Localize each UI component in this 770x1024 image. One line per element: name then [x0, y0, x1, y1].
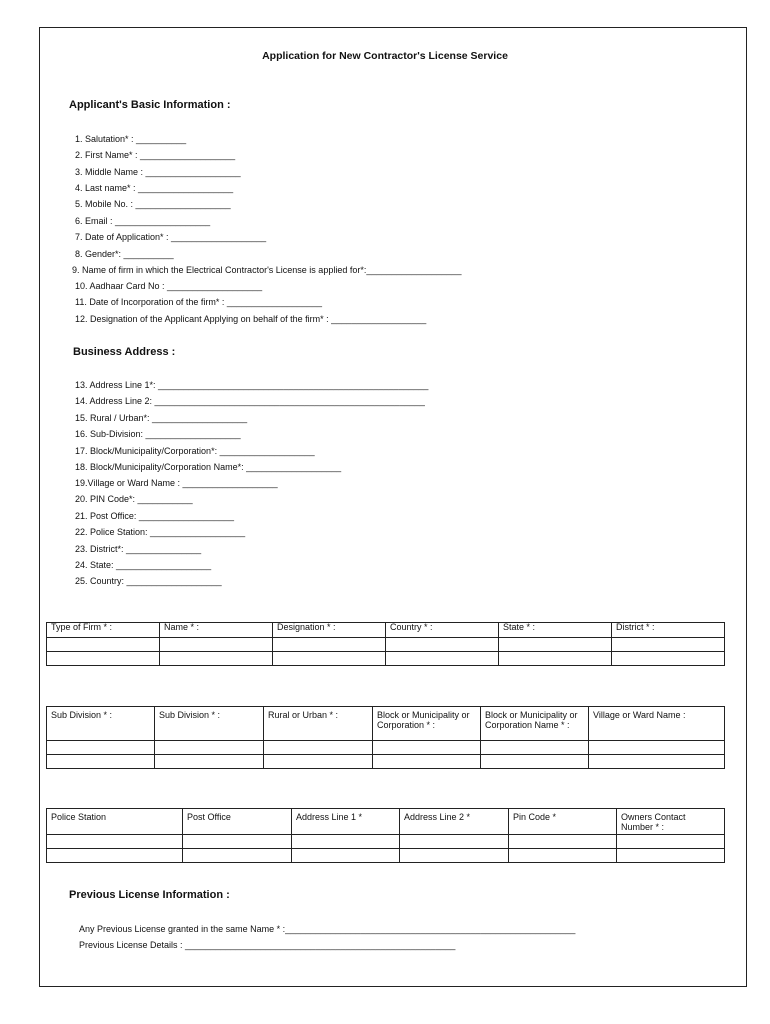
field-rural-urban[interactable]: 15. Rural / Urban*: ___________________	[75, 413, 248, 423]
business-address-heading: Business Address :	[73, 346, 176, 358]
table-row	[47, 652, 725, 666]
table-header-cell: Name * :	[160, 623, 273, 638]
table-cell[interactable]	[155, 755, 264, 769]
table-cell[interactable]	[481, 741, 589, 755]
table-cell[interactable]	[386, 652, 499, 666]
firm-details-table	[46, 622, 725, 666]
field-date-of-incorporation[interactable]: 11. Date of Incorporation of the firm* : ___________________	[75, 297, 323, 307]
field-last-name[interactable]: 4. Last name* : ___________________	[75, 183, 234, 193]
table-cell[interactable]	[292, 849, 400, 863]
table-cell[interactable]	[160, 638, 273, 652]
field-first-name[interactable]: 2. First Name* : ___________________	[75, 150, 236, 160]
table-cell[interactable]	[481, 755, 589, 769]
table-cell[interactable]	[47, 652, 160, 666]
field-village-ward[interactable]: 19.Village or Ward Name : ___________________	[75, 478, 278, 488]
table-cell[interactable]	[617, 835, 725, 849]
table-cell[interactable]	[400, 849, 509, 863]
table-header-cell: Address Line 1 *	[292, 809, 400, 835]
table-cell[interactable]	[373, 755, 481, 769]
table-cell[interactable]	[589, 755, 725, 769]
table-cell[interactable]	[589, 741, 725, 755]
field-sub-division[interactable]: 16. Sub-Division: ___________________	[75, 429, 241, 439]
field-firm-name[interactable]: 9. Name of firm in which the Electrical Contractor's License is applied for*:___________________	[72, 265, 462, 275]
table-cell[interactable]	[273, 652, 386, 666]
table-header-cell: Village or Ward Name :	[589, 707, 725, 741]
table-cell[interactable]	[47, 755, 155, 769]
field-country[interactable]: 25. Country: ___________________	[75, 576, 222, 586]
table-row	[47, 741, 725, 755]
table-cell[interactable]	[183, 849, 292, 863]
form-title: Application for New Contractor's License Service	[262, 50, 508, 62]
previous-license-heading: Previous License Information :	[69, 889, 230, 901]
field-previous-license-details[interactable]: Previous License Details : ______________________________________________________	[79, 940, 456, 950]
field-gender[interactable]: 8. Gender*: __________	[75, 249, 174, 259]
table-header-cell: Type of Firm * :	[47, 623, 160, 638]
table-header-cell: Owners Contact Number * :	[617, 809, 725, 835]
field-address-line-2[interactable]: 14. Address Line 2: ______________________________________________________	[75, 396, 425, 406]
table-header-cell: Post Office	[183, 809, 292, 835]
table-header-cell: Address Line 2 *	[400, 809, 509, 835]
table-header-cell: Pin Code *	[509, 809, 617, 835]
table-header-cell: Police Station	[47, 809, 183, 835]
table-cell[interactable]	[160, 652, 273, 666]
basic-info-heading: Applicant's Basic Information :	[69, 99, 231, 111]
field-district[interactable]: 23. District*: _______________	[75, 544, 202, 554]
table-cell[interactable]	[509, 849, 617, 863]
table-cell[interactable]	[183, 835, 292, 849]
table-cell[interactable]	[264, 741, 373, 755]
field-block-municipality[interactable]: 17. Block/Municipality/Corporation*: ___________________	[75, 446, 315, 456]
field-email[interactable]: 6. Email : ___________________	[75, 216, 211, 226]
table-cell[interactable]	[612, 638, 725, 652]
table-cell[interactable]	[292, 835, 400, 849]
table-cell[interactable]	[499, 638, 612, 652]
table-header-cell: Rural or Urban * :	[264, 707, 373, 741]
table-cell[interactable]	[373, 741, 481, 755]
table-header-cell: Sub Division * :	[155, 707, 264, 741]
table-header-cell: Block or Municipality or Corporation * :	[373, 707, 481, 741]
table-cell[interactable]	[612, 652, 725, 666]
table-cell[interactable]	[47, 638, 160, 652]
field-mobile[interactable]: 5. Mobile No. : ___________________	[75, 199, 231, 209]
field-pin-code[interactable]: 20. PIN Code*: ___________	[75, 494, 193, 504]
contact-details-table	[46, 808, 725, 863]
table-header-cell: Sub Division * :	[47, 707, 155, 741]
table-cell[interactable]	[264, 755, 373, 769]
field-salutation[interactable]: 1. Salutation* : __________	[75, 134, 187, 144]
table-header-cell: Designation * :	[273, 623, 386, 638]
table-header-cell: District * :	[612, 623, 725, 638]
table-cell[interactable]	[499, 652, 612, 666]
field-middle-name[interactable]: 3. Middle Name : ___________________	[75, 167, 241, 177]
table-row	[47, 835, 725, 849]
field-police-station[interactable]: 22. Police Station: ___________________	[75, 527, 246, 537]
table-cell[interactable]	[617, 849, 725, 863]
field-aadhaar[interactable]: 10. Aadhaar Card No : ___________________	[75, 281, 263, 291]
table-row	[47, 849, 725, 863]
table-header-row	[47, 707, 725, 741]
table-header-cell: Block or Municipality or Corporation Name * :	[481, 707, 589, 741]
table-header-cell: State * :	[499, 623, 612, 638]
field-block-municipality-name[interactable]: 18. Block/Municipality/Corporation Name*: ___________________	[75, 462, 342, 472]
table-header-cell: Country * :	[386, 623, 499, 638]
table-cell[interactable]	[47, 835, 183, 849]
table-cell[interactable]	[509, 835, 617, 849]
table-cell[interactable]	[273, 638, 386, 652]
location-details-table	[46, 706, 725, 769]
field-date-of-application[interactable]: 7. Date of Application* : ___________________	[75, 232, 267, 242]
field-post-office[interactable]: 21. Post Office: ___________________	[75, 511, 234, 521]
field-address-line-1[interactable]: 13. Address Line 1*: ______________________________________________________	[75, 380, 429, 390]
table-row	[47, 755, 725, 769]
field-state[interactable]: 24. State: ___________________	[75, 560, 212, 570]
table-cell[interactable]	[386, 638, 499, 652]
table-cell[interactable]	[155, 741, 264, 755]
field-previous-license-granted[interactable]: Any Previous License granted in the same Name * :__________________________________________________________	[79, 924, 576, 934]
table-header-row	[47, 623, 725, 638]
table-cell[interactable]	[400, 835, 509, 849]
table-header-row	[47, 809, 725, 835]
table-cell[interactable]	[47, 849, 183, 863]
table-cell[interactable]	[47, 741, 155, 755]
table-row	[47, 638, 725, 652]
field-designation[interactable]: 12. Designation of the Applicant Applying on behalf of the firm* : ___________________	[75, 314, 427, 324]
